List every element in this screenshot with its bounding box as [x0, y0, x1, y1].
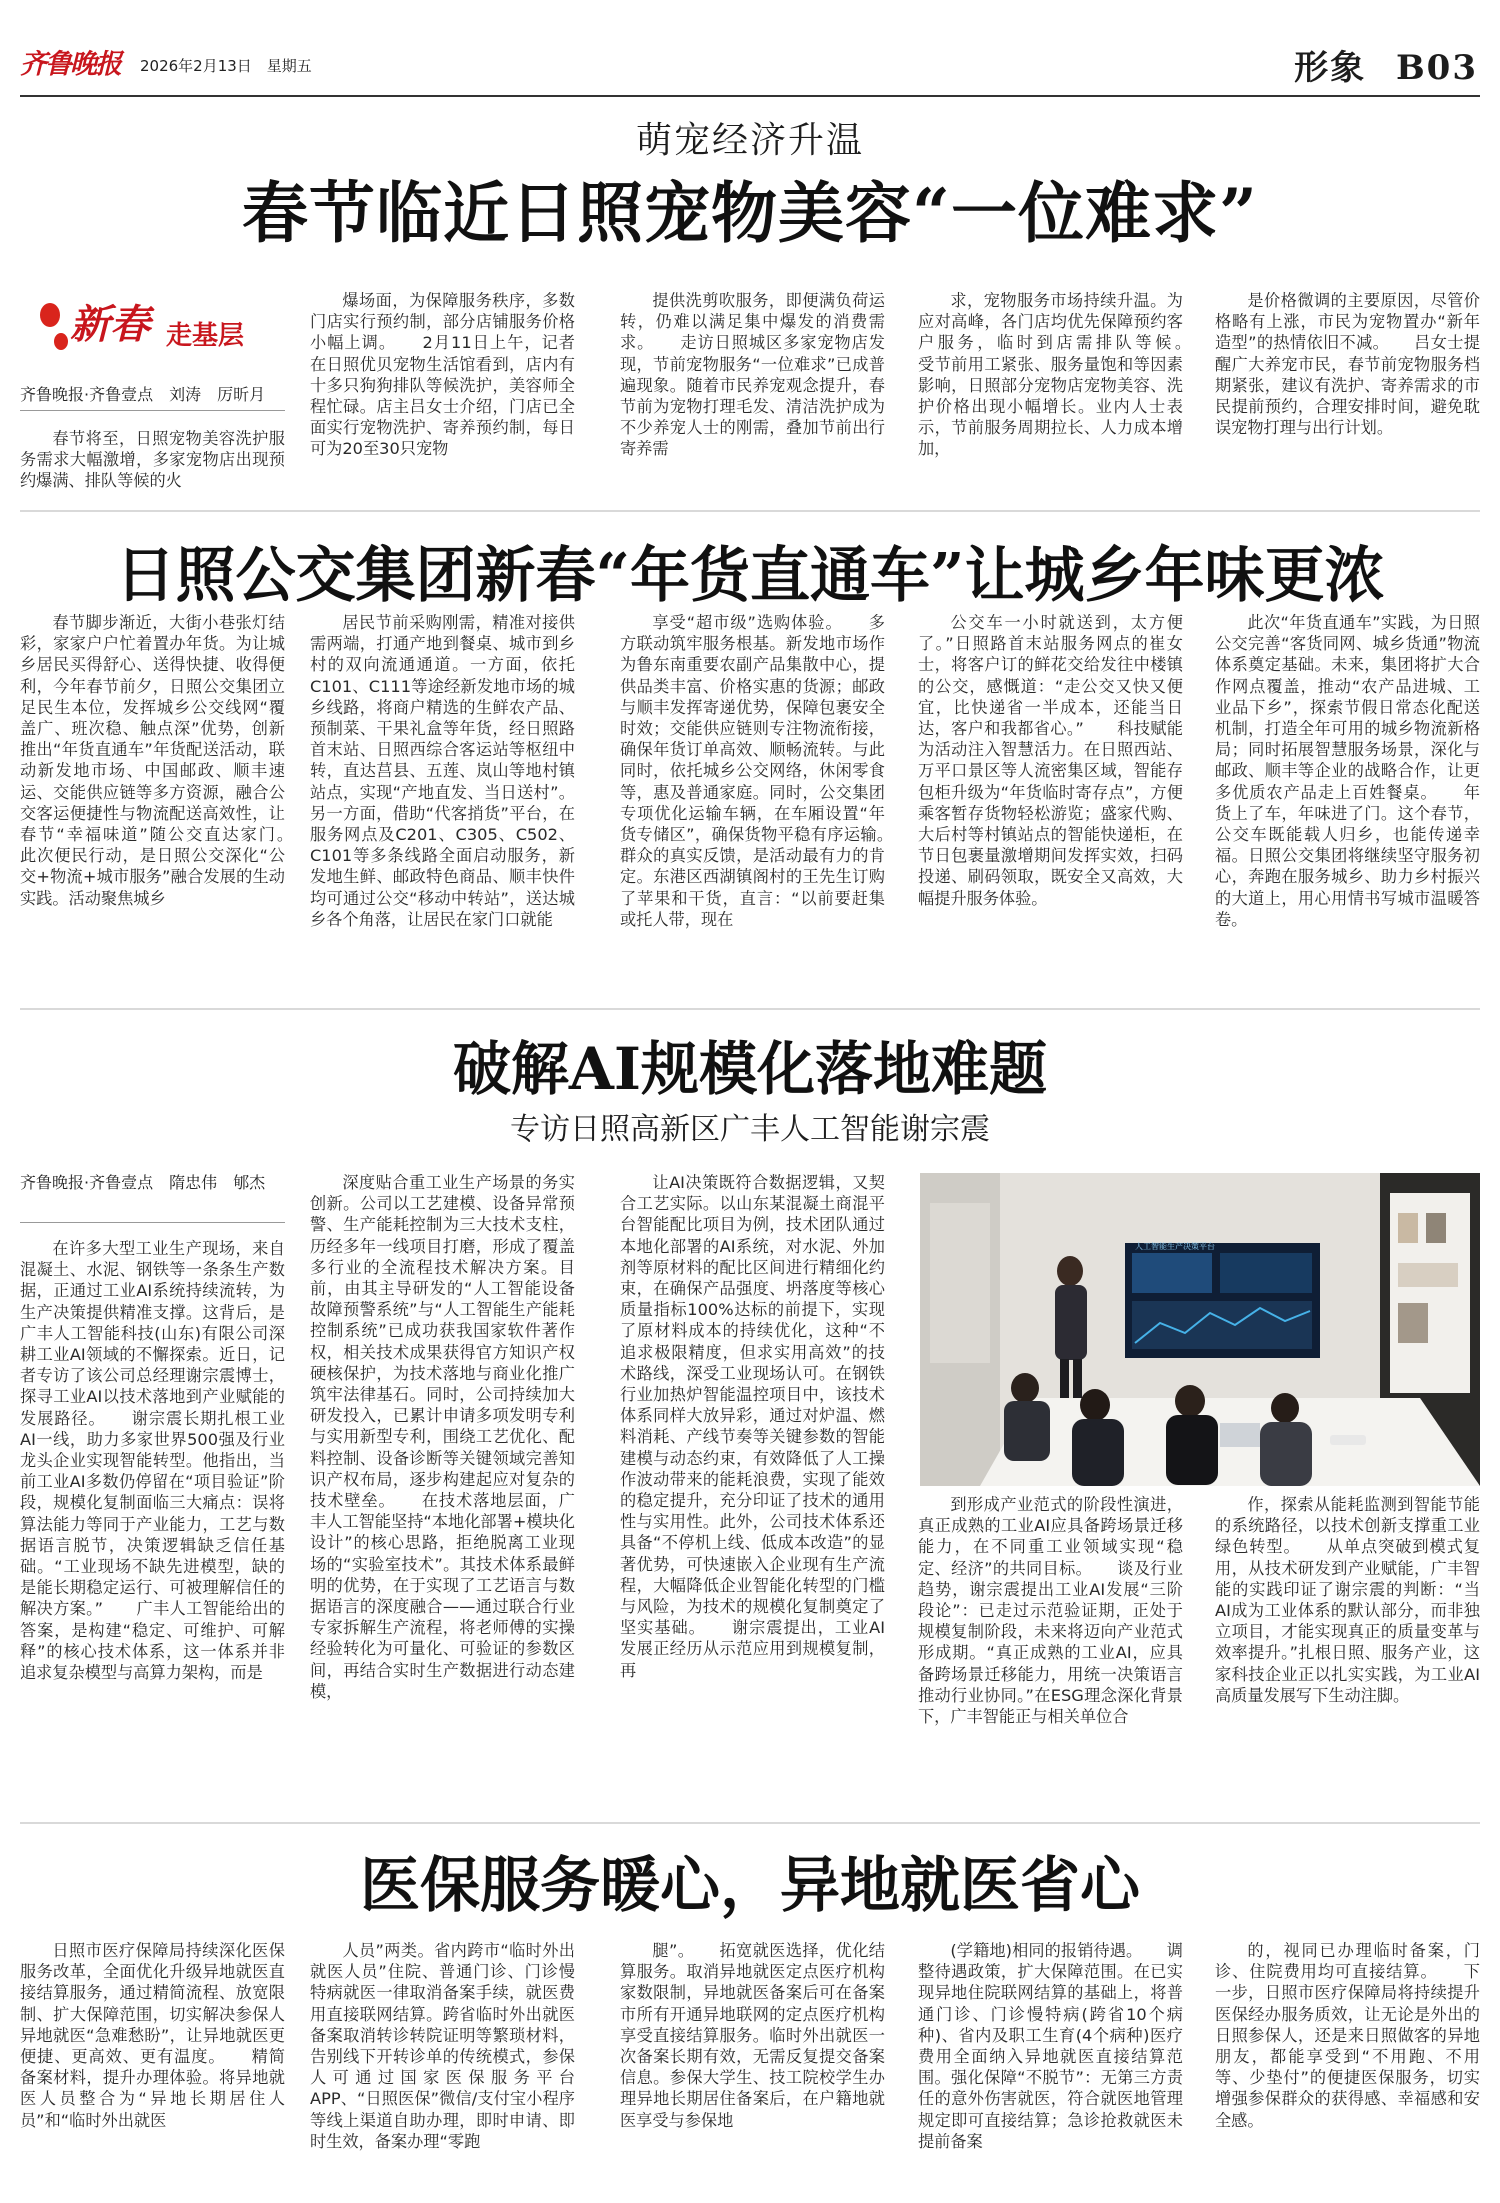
byline-rule	[20, 1222, 285, 1223]
story3-column-4: 到形成产业范式的阶段性演进，真正成熟的工业AI应具备跨场景迁移能力，在不同重工业领域实现“稳定、经济”的共同目标。 谈及行业趋势，谢宗震提出工业AI发展“三阶段论”：已走过示范验证期，正处于规模复制阶段，未来将迈向产业范式形成期。“真正成熟的工业AI，应具备跨场景迁移能力，用统一决策语言推动行业协同。”在ESG理念深化背景下，广丰智能正与相关单位合	[918, 1495, 1183, 1727]
story3-column-1: 在许多大型工业生产现场，来自混凝土、水泥、钢铁等一条条生产数据，正通过工业AI系统持续流转，为生产决策提供精准支撑。这背后，是广丰人工智能科技(山东)有限公司深耕工业AI领域的不懈探索。近日，记者专访了该公司总经理谢宗震博士，探寻工业AI以技术落地到产业赋能的发展路径。 谢宗震长期扎根工业AI一线，助力多家世界500强及行业龙头企业实现智能转型。他指出，当前工业AI多数仍停留在“项目验证”阶段，规模化复制面临三大痛点：误将算法能力等同于产业能力，工艺与数据语言脱节，决策逻辑缺乏信任基础。“工业现场不缺先进模型，缺的是能长期稳定运行、可被理解信任的解决方案。” 广丰人工智能给出的答案，是构建“稳定、可维护、可解释”的核心技术体系，这一体系并非追求复杂模型与高算力架构，而是	[20, 1239, 285, 1683]
story1-column-3: 提供洗剪吹服务，即便满负荷运转，仍难以满足集中爆发的消费需求。 走访日照城区多家宠物店发现，节前宠物服务“一位难求”已成普遍现象。随着市民养宠观念提升，春节前为宠物打理毛发、清洁洗护成为不少养宠人士的刚需，叠加节前出行寄养需	[620, 291, 885, 459]
interview-photo	[920, 1173, 1480, 1486]
story2-column-4: 公交车一小时就送到，太方便了。”日照路首末站服务网点的崔女士，将客户订的鲜花交给发往中楼镇的公交，感慨道：“走公交又快又便宜，比快递省一半成本，还能当日达，客户和我都省心。” 科技赋能为活动注入智慧活力。在日照西站、万平口景区等人流密集区域，智能存包柜升级为“年货临时寄存点”，方便乘客暂存货物轻松游览；盛家代购、大后村等村镇站点的智能快递柜，在节日包裹量激增期间发挥实效，扫码投递、刷码领取，既安全又高效，大幅提升服务体验。	[918, 613, 1183, 908]
story4-column-4: (学籍地)相同的报销待遇。 调整待遇政策，扩大保障范围。在已实现异地住院联网结算的基础上，将普通门诊、门诊慢特病(跨省10个病种)、省内及职工生育(4个病种)医疗费用全面纳入异地就医直接结算范围。强化保障“不脱节”：无第三方责任的意外伤害就医，符合就医地管理规定即可直接结算；急诊抢救就医未提前备案	[918, 1941, 1183, 2151]
story4-column-2: 人员”两类。省内跨市“临时外出就医人员”住院、普通门诊、门诊慢特病就医一律取消备案手续，就医费用直接联网结算。跨省临时外出就医备案取消转诊转院证明等繁琐材料，告别线下开转诊单的传统模式，参保人可通过国家医保服务平台APP、“日照医保”微信/支付宝小程序等线上渠道自助办理，即时申请、即时生效，备案办理“零跑	[310, 1941, 575, 2151]
story1-column-2: 爆场面，为保障服务秩序，多数门店实行预约制，部分店铺服务价格小幅上调。 2月11日上午，记者在日照优贝宠物生活馆看到，店内有十多只狗狗排队等候洗护，美容师全程忙碌。店主吕女士介绍，门店已全面实行宠物洗护、寄养预约制，每日可为20至30只宠物	[310, 291, 575, 459]
section-divider	[20, 1008, 1480, 1010]
story3-headline: 破解AI规模化落地难题	[452, 1035, 1048, 1103]
story4-column-5: 的，视同已办理临时备案，门诊、住院费用均可直接结算。 下一步，日照市医疗保障局将持续提升医保经办服务质效，让无论是外出的日照参保人，还是来日照做客的异地朋友，都能享受到“不用跑、不用等、少垫付”的便捷医保服务，切实增强参保群众的获得感、幸福感和安全感。	[1215, 1941, 1480, 2130]
story3-byline: 齐鲁晚报·齐鲁壹点 隋忠伟 郇杰	[20, 1173, 266, 1192]
story1-column-1: 春节将至，日照宠物美容洗护服务需求大幅激增，多家宠物店出现预约爆满、排队等候的火	[20, 429, 285, 491]
badge-title: 新春	[70, 301, 150, 348]
story3-column-5: 作，探索从能耗监测到智能节能的系统路径，以技术创新支撑重工业绿色转型。 从单点突破到模式复用，从技术研发到产业赋能，广丰智能的实践印证了谢宗震的判断：“当AI成为工业体系的默认部分，而非独立项目，才能实现真正的质量变革与效率提升。”扎根日照、服务产业，这家科技企业正以扎实实践，为工业AI高质量发展写下生动注脚。	[1215, 1495, 1480, 1705]
story1-column-4: 求，宠物服务市场持续升温。为应对高峰，各门店均优先保障预约客户服务，临时到店需排队等候。 受节前用工紧张、服务量饱和等因素影响，日照部分宠物店宠物美容、洗护价格出现小幅增长。业内人士表示，节前服务周期拉长、人力成本增加，	[918, 291, 1216, 459]
page-number: B03	[1395, 48, 1478, 88]
story2-headline: 日照公交集团新春“年货直通车”让城乡年味更浓	[115, 541, 1385, 611]
story2-column-2: 居民节前采购刚需，精准对接供需两端，打通产地到餐桌、城市到乡村的双向流通通道。一方面，依托C101、C111等途经新发地市场的城乡线路，将商户精选的生鲜农产品、预制菜、干果礼盒等年货，经日照路首末站、日照西综合客运站等枢纽中转，直达莒县、五莲、岚山等地村镇站点，实现“产地直发、当日送村”。另一方面，借助“代客捎货”平台，在服务网点及C201、C305、C502、C101等多条线路全面启动服务，新发地生鲜、邮政特色商品、顺丰快件均可通过公交“移动中转站”，送达城乡各个角落，让居民在家门口就能	[310, 613, 575, 929]
section-divider	[20, 1822, 1480, 1824]
masthead-rule	[20, 95, 1480, 97]
badge-subtitle: 走基层	[166, 321, 245, 351]
story1-subhead: 萌宠经济升温	[635, 120, 864, 161]
presenter-head	[1057, 1256, 1083, 1286]
story3-column-3: 让AI决策既符合数据逻辑，又契合工艺实际。以山东某混凝土商混平台智能配比项目为例，技术团队通过本地化部署的AI系统，对水泥、外加剂等原材料的配比区间进行精细化约束，在确保产品强度、坍落度等核心质量指标100%达标的前提下，实现了原材料成本的持续优化，这种“不追求极限精度，但求实用高效”的技术路线，深受工业现场认可。在钢铁行业加热炉智能温控项目中，该技术体系同样大放异彩，通过对炉温、燃料消耗、产线节奏等关键参数的智能建模与动态约束，有效降低了人工操作波动带来的能耗浪费，实现了能效的稳定提升，充分印证了技术的通用性与实用性。此外，公司技术体系还具备“不停机上线、低成本改造”的显著优势，可快速嵌入企业现有生产流程，大幅降低企业智能化转型的门槛与风险，为技术的规模化复制奠定了坚实基础。 谢宗震提出，工业AI发展正经历从示范应用到规模复制，再	[620, 1173, 885, 1680]
section-page-label	[1294, 40, 1478, 89]
new-spring-badge	[40, 295, 280, 365]
story3-column-2: 深度贴合重工业生产场景的务实创新。公司以工艺建模、设备异常预警、生产能耗控制为三大技术支柱，历经多年一线项目打磨，形成了覆盖多行业的全流程技术解决方案。目前，由其主导研发的“人工智能设备故障预警系统”与“人工智能生产能耗控制系统”已成功获我国家软件著作权，相关技术成果获得官方知识产权硬核保护，为技术落地与商业化推广筑牢法律基石。同时，公司持续加大研发投入，已累计申请多项发明专利与实用新型专利，围绕工艺优化、配料控制、设备诊断等关键领域完善知识产权布局，逐步构建起应对复杂的技术壁垒。 在技术落地层面，广丰人工智能坚持“本地化部署+模块化设计”的核心思路，拒绝脱离工业现场的“实验室技术”。其技术体系最鲜明的优势，在于实现了工艺语言与数据语言的深度融合——通过联合行业专家拆解生产流程，将老师傅的实操经验转化为可量化、可验证的参数区间，再结合实时生产数据进行动态建模，	[310, 1173, 575, 1701]
story1-headline: 春节临近日照宠物美容“一位难求”	[242, 174, 1258, 252]
lantern-icon	[40, 303, 60, 327]
issue-date: 2026年2月13日 星期五	[140, 57, 312, 75]
story2-column-1: 春节脚步渐近，大街小巷张灯结彩，家家户户忙着置办年货。为让城乡居民买得舒心、送得快捷、收得便利，今年春节前夕，日照公交集团立足民生本位，发挥城乡公交线网“覆盖广、班次稳、触点深”优势，创新推出“年货直通车”年货配送活动，联动新发地市场、中国邮政、顺丰速运、交能供应链等多方资源，融合公交客运便捷性与物流配送高效性，让春节“幸福味道”随公交直达家门。 此次便民行动，是日照公交深化“公交+物流+城市服务”融合发展的生动实践。活动聚焦城乡	[20, 613, 318, 908]
story4-column-3: 腿”。 拓宽就医选择，优化结算服务。取消异地就医定点医疗机构家数限制，异地就医备案后可在备案市所有开通异地联网的定点医疗机构享受直接结算服务。临时外出就医一次备案长期有效，无需反复提交备案信息。参保大学生、技工院校学生办理异地长期居住备案后，在户籍地就医享受与参保地	[620, 1941, 885, 2130]
section-divider	[20, 510, 1480, 512]
lantern-icon	[54, 333, 68, 350]
byline-rule	[20, 410, 285, 411]
newspaper-logo: 齐鲁晚报	[20, 49, 120, 80]
story3-subhead: 专访日照高新区广丰人工智能谢宗震	[510, 1112, 990, 1147]
meeting-room-illustration	[920, 1173, 1480, 1486]
section-name: 形象	[1294, 48, 1367, 88]
story2-column-3: 享受“超市级”选购体验。 多方联动筑牢服务根基。新发地市场作为鲁东南重要农副产品集散中心，提供品类丰富、价格实惠的货源；邮政与顺丰发挥寄递优势，保障包裹安全时效；交能供应链则专注物流衔接，确保年货订单高效、顺畅流转。与此同时，依托城乡公交网络，休闲零食等，惠及普通家庭。同时，公交集团专项优化运输车辆，在车厢设置“年货专储区”，确保货物平稳有序运输。 群众的真实反馈，是活动最有力的肯定。东港区西湖镇阁村的王先生订购了苹果和干货，直言：“以前要赶集或托人带，现在	[620, 613, 918, 929]
story1-column-5: 是价格微调的主要原因，尽管价格略有上涨，市民为宠物置办“新年造型”的热情依旧不减。 吕女士提醒广大养宠市民，春节前宠物服务档期紧张，建议有洗护、寄养需求的市民提前预约，合理安排时间，避免耽误宠物打理与出行计划。	[1215, 291, 1480, 438]
story1-byline: 齐鲁晚报·齐鲁壹点 刘涛 厉昕月	[20, 385, 266, 404]
screen-title: 人工智能生产决策平台	[1135, 1242, 1215, 1251]
story2-column-5: 此次“年货直通车”实践，为日照公交完善“客货同网、城乡货通”物流体系奠定基础。未来，集团将扩大合作网点覆盖，推动“农产品进城、工业品下乡”，探索节假日常态化配送机制，打造全年可用的城乡物流新格局；同时拓展智慧服务场景，深化与邮政、顺丰等企业的战略合作，让更多优质农产品走上百姓餐桌。 年货上了车，年味进了门。这个春节，公交车既能载人归乡，也能传递幸福。日照公交集团将继续坚守服务初心，奔跑在服务城乡、助力乡村振兴的大道上，用心用情书写城市温暖答卷。	[1215, 613, 1480, 929]
story4-column-1: 日照市医疗保障局持续深化医保服务改革，全面优化升级异地就医直接结算服务，通过精简流程、放宽限制、扩大保障范围，切实解决参保人异地就医“急难愁盼”，让异地就医更便捷、更高效、更有温度。 精简备案材料，提升办理体验。将异地就医人员整合为“异地长期居住人员”和“临时外出就医	[20, 1941, 285, 2130]
story4-headline: 医保服务暖心，异地就医省心	[360, 1851, 1140, 1921]
